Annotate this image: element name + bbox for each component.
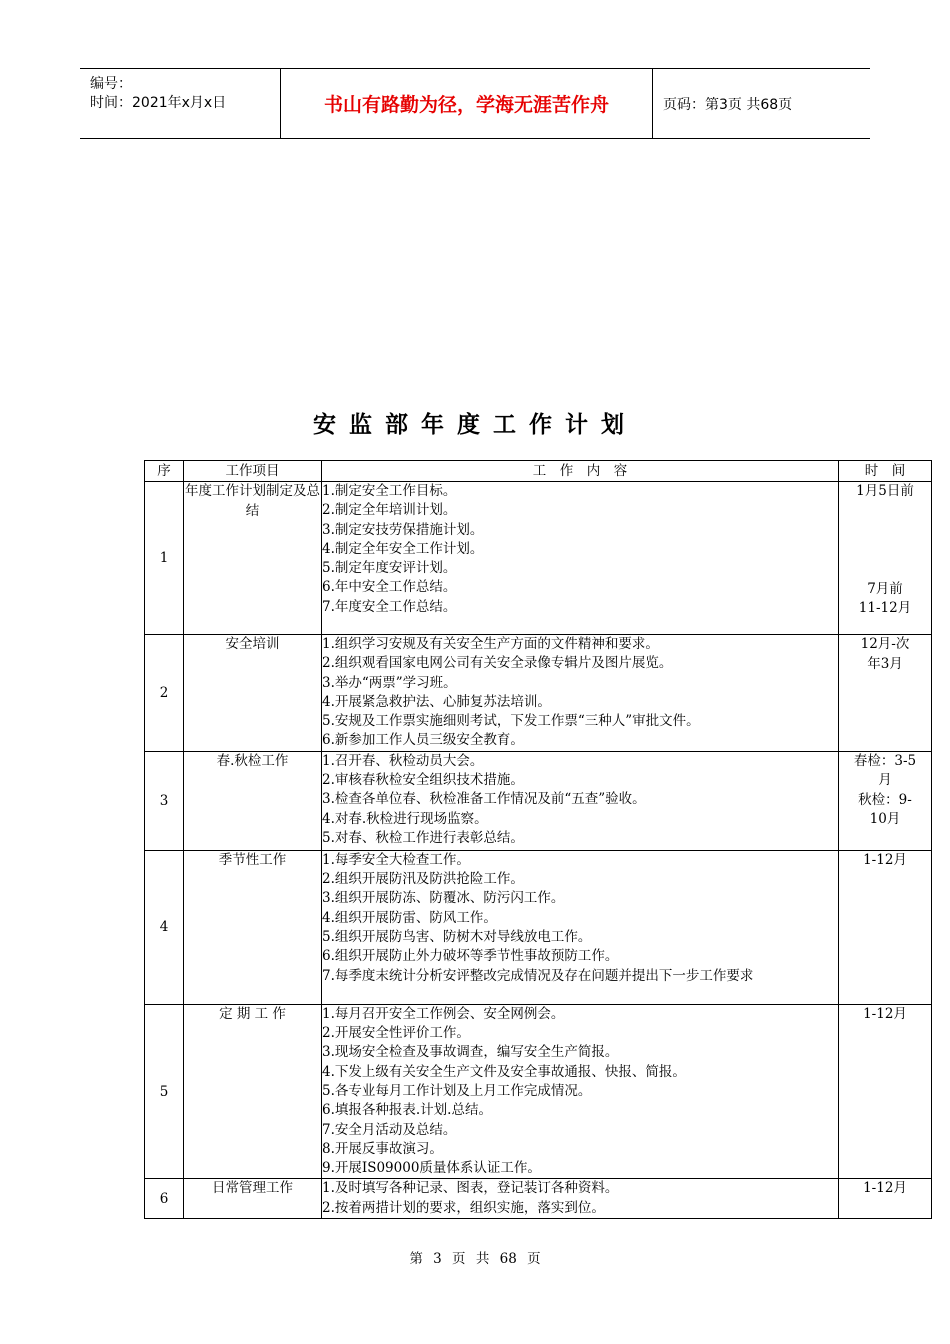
content-line: 6.组织开展防止外力破坏等季节性事故预防工作。 bbox=[322, 948, 619, 965]
document-number-label: 编号： bbox=[90, 76, 132, 92]
page-footer: 第 3 页 共 68 页 bbox=[409, 1251, 541, 1267]
content-line: 7.安全月活动及总结。 bbox=[322, 1121, 457, 1138]
time-line bbox=[839, 560, 931, 580]
table-row bbox=[145, 635, 932, 752]
table-header-row bbox=[145, 461, 932, 482]
content-line: 1.每季安全大检查工作。 bbox=[322, 851, 470, 868]
table-row bbox=[145, 482, 932, 635]
header-page-info: 页码：第3页 共68页 bbox=[663, 96, 793, 113]
time-line: 12月-次 bbox=[860, 636, 910, 652]
time-line: 年3月 bbox=[867, 655, 903, 672]
row-seq: 1 bbox=[145, 482, 184, 635]
header-seq: 序 bbox=[145, 461, 184, 482]
content-line: 4.下发上级有关安全生产文件及安全事故通报、快报、简报。 bbox=[322, 1063, 686, 1080]
content-line: 4.开展紧急救护法、心肺复苏法培训。 bbox=[322, 693, 551, 710]
time-line bbox=[839, 521, 931, 541]
table-row bbox=[145, 850, 932, 1004]
row-work-content bbox=[322, 635, 839, 752]
time-line: 月 bbox=[878, 772, 892, 789]
time-line: 1-12月 bbox=[863, 1180, 907, 1197]
time-line bbox=[839, 502, 931, 522]
content-line: 2.组织观看国家电网公司有关安全录像专辑片及图片展览。 bbox=[322, 655, 673, 672]
row-work-content bbox=[322, 482, 839, 635]
row-work-content bbox=[322, 1004, 839, 1179]
content-line: 3.现场安全检查及事故调查，编写安全生产简报。 bbox=[322, 1044, 619, 1061]
content-line: 3.组织开展防冻、防覆冰、防污闪工作。 bbox=[322, 890, 565, 907]
content-line: 1.召开春、秋检动员大会。 bbox=[322, 752, 484, 769]
row-work-content bbox=[322, 751, 839, 850]
content-line: 5.对春、秋检工作进行表彰总结。 bbox=[322, 829, 524, 846]
row-work-item: 安全培训 bbox=[184, 635, 322, 752]
time-line: 11-12月 bbox=[858, 600, 912, 616]
time-line bbox=[839, 541, 931, 561]
header-motto: 书山有路勤为径，学海无涯苦作舟 bbox=[281, 69, 653, 138]
header-item: 工作项目 bbox=[184, 461, 322, 482]
row-time bbox=[839, 850, 932, 1004]
time-line: 1-12月 bbox=[863, 1005, 907, 1022]
content-line: 9.开展IS09000质量体系认证工作。 bbox=[322, 1160, 541, 1177]
content-line: 5.各专业每月工作计划及上月工作完成情况。 bbox=[322, 1082, 592, 1099]
row-work-content bbox=[322, 850, 839, 1004]
work-plan-table bbox=[144, 460, 932, 1219]
content-line: 1.制定安全工作目标。 bbox=[322, 483, 457, 499]
content-line: 5.组织开展防鸟害、防树木对导线放电工作。 bbox=[322, 928, 592, 945]
row-time bbox=[839, 1179, 932, 1219]
header-content: 工 作 内 容 bbox=[322, 461, 839, 482]
content-line: 6.填报各种报表.计划.总结。 bbox=[322, 1102, 492, 1119]
content-line: 2.审核春秋检安全组织技术措施。 bbox=[322, 772, 524, 789]
row-time bbox=[839, 751, 932, 850]
content-line: 8.开展反事故演习。 bbox=[322, 1140, 443, 1157]
content-line: 5.安规及工作票实施细则考试，下发工作票“三种人”审批文件。 bbox=[322, 713, 700, 730]
row-work-item: 春.秋检工作 bbox=[184, 751, 322, 850]
table-row bbox=[145, 751, 932, 850]
content-line: 1.每月召开安全工作例会、安全网例会。 bbox=[322, 1005, 565, 1022]
content-line: 6.年中安全工作总结。 bbox=[322, 579, 457, 596]
content-line: 6.新参加工作人员三级安全教育。 bbox=[322, 732, 524, 749]
page-header bbox=[80, 68, 870, 139]
table-row bbox=[145, 1179, 932, 1219]
time-line: 秋检：9- bbox=[858, 791, 912, 808]
row-work-item: 年度工作计划制定及总结 bbox=[184, 482, 322, 635]
time-line: 1-12月 bbox=[863, 851, 907, 868]
document-date-label: 时间：2021年x月x日 bbox=[90, 95, 227, 111]
content-line: 2.制定全年培训计划。 bbox=[322, 502, 457, 519]
content-line: 7.年度安全工作总结。 bbox=[322, 598, 457, 615]
row-time bbox=[839, 635, 932, 752]
content-line: 4.对春.秋检进行现场监察。 bbox=[322, 810, 488, 827]
row-seq: 5 bbox=[145, 1004, 184, 1179]
content-line: 3.检查各单位春、秋检准备工作情况及前“五查”验收。 bbox=[322, 791, 646, 808]
header-time: 时 间 bbox=[839, 461, 932, 482]
row-work-item: 季节性工作 bbox=[184, 850, 322, 1004]
content-line: 2.按着两措计划的要求，组织实施，落实到位。 bbox=[322, 1199, 605, 1216]
content-line: 4.制定全年安全工作计划。 bbox=[322, 540, 484, 557]
content-line: 5.制定年度安评计划。 bbox=[322, 560, 457, 577]
time-line: 1月5日前 bbox=[856, 483, 914, 499]
content-line: 3.制定安技劳保措施计划。 bbox=[322, 521, 484, 538]
document-title: 安监部年度工作计划 bbox=[313, 412, 637, 438]
row-time bbox=[839, 482, 932, 635]
row-time bbox=[839, 1004, 932, 1179]
row-seq: 2 bbox=[145, 635, 184, 752]
time-line: 10月 bbox=[869, 811, 901, 828]
table-row bbox=[145, 1004, 932, 1179]
content-line: 1.及时填写各种记录、图表，登记装订各种资料。 bbox=[322, 1180, 619, 1197]
time-line: 7月前 bbox=[867, 580, 903, 597]
row-work-content bbox=[322, 1179, 839, 1219]
content-line: 3.举办“两票”学习班。 bbox=[322, 674, 457, 691]
row-seq: 4 bbox=[145, 850, 184, 1004]
content-line: 2.开展安全性评价工作。 bbox=[322, 1025, 470, 1042]
row-work-item: 定 期 工 作 bbox=[184, 1004, 322, 1179]
content-line: 2.组织开展防汛及防洪抢险工作。 bbox=[322, 871, 524, 888]
row-seq: 6 bbox=[145, 1179, 184, 1219]
header-meta bbox=[80, 69, 281, 138]
content-line: 1.组织学习安规及有关安全生产方面的文件精神和要求。 bbox=[322, 636, 659, 652]
content-line: 7.每季度末统计分析安评整改完成情况及存在问题并提出下一步工作要求 bbox=[322, 967, 754, 984]
time-line: 春检：3-5 bbox=[853, 752, 917, 769]
row-work-item: 日常管理工作 bbox=[184, 1179, 322, 1219]
row-seq: 3 bbox=[145, 751, 184, 850]
content-line: 4.组织开展防雷、防风工作。 bbox=[322, 909, 497, 926]
table-body bbox=[145, 482, 932, 1219]
